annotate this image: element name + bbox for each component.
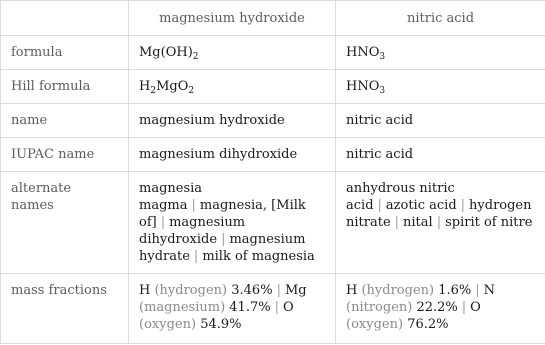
element-name: (hydrogen) bbox=[361, 283, 435, 298]
cell-mg-iupac: magnesium dihydroxide bbox=[129, 138, 336, 172]
alternate-name: magnesia, [Milk of] bbox=[139, 198, 306, 230]
row-label-name: name bbox=[1, 104, 129, 138]
cell-mg-mass-fractions bbox=[129, 274, 336, 344]
mass-fraction-value: 54.9% bbox=[200, 317, 242, 332]
separator: | bbox=[394, 215, 400, 230]
table-row-iupac-name bbox=[1, 138, 545, 172]
corner-cell bbox=[1, 1, 129, 36]
cell-hn-iupac: nitric acid bbox=[336, 138, 545, 172]
cell-mg-alternate-names bbox=[129, 172, 336, 274]
element-symbol: O bbox=[282, 300, 294, 315]
element-name: (hydrogen) bbox=[154, 283, 228, 298]
row-label-iupac-name: IUPAC name bbox=[1, 138, 129, 172]
mass-fraction-value: 76.2% bbox=[407, 317, 449, 332]
formula-subscript: 2 bbox=[192, 52, 199, 62]
table-row-hill-formula bbox=[1, 70, 545, 104]
formula-subscript: 3 bbox=[379, 86, 386, 96]
mass-fraction-value: 22.2% bbox=[416, 300, 458, 315]
table-row-alternate-names bbox=[1, 172, 545, 274]
element-symbol: Mg bbox=[284, 283, 307, 298]
table-row-mass-fractions bbox=[1, 274, 545, 344]
element-symbol: H bbox=[346, 283, 358, 298]
separator: | bbox=[276, 283, 281, 298]
cell-hn-mass-fractions bbox=[336, 274, 545, 344]
separator: | bbox=[221, 232, 226, 247]
mass-fraction-value: 1.6% bbox=[438, 283, 472, 298]
formula-text: Mg(OH) bbox=[139, 45, 193, 60]
element-symbol: O bbox=[470, 300, 481, 315]
column-header-nitric-acid: nitric acid bbox=[336, 1, 545, 36]
element-name: (magnesium) bbox=[139, 300, 226, 315]
formula-subscript: 2 bbox=[150, 86, 157, 96]
cell-hn-name: nitric acid bbox=[336, 104, 545, 138]
separator: | bbox=[160, 215, 166, 230]
cell-hn-formula bbox=[336, 36, 545, 70]
cell-mg-formula bbox=[129, 36, 336, 70]
column-header-magnesium-hydroxide: magnesium hydroxide bbox=[129, 1, 336, 36]
alternate-name: hydrogen nitrate bbox=[346, 198, 532, 230]
alternate-name: azotic acid bbox=[385, 198, 457, 213]
cell-mg-hill bbox=[129, 70, 336, 104]
mass-fraction-value: 3.46% bbox=[231, 283, 273, 298]
row-label-mass-fractions: mass fractions bbox=[1, 274, 129, 344]
element-name: (oxygen) bbox=[346, 317, 404, 332]
separator: | bbox=[274, 300, 279, 315]
formula-subscript: 3 bbox=[379, 52, 386, 62]
element-name: (oxygen) bbox=[139, 317, 197, 332]
element-symbol: H bbox=[139, 283, 151, 298]
alternate-name: magnesia magma bbox=[139, 181, 203, 213]
alternate-name: anhydrous nitric acid bbox=[346, 181, 455, 213]
formula-text: HNO bbox=[346, 79, 380, 94]
table-row-formula bbox=[1, 36, 545, 70]
alternate-name: nital bbox=[403, 215, 433, 230]
element-symbol: N bbox=[483, 283, 496, 298]
alternate-name: magnesium dihydroxide bbox=[139, 215, 246, 247]
cell-hn-alternate-names bbox=[336, 172, 545, 274]
separator: | bbox=[191, 198, 196, 213]
separator: | bbox=[436, 215, 442, 230]
separator: | bbox=[475, 283, 480, 298]
row-label-formula: formula bbox=[1, 36, 129, 70]
separator: | bbox=[377, 198, 382, 213]
row-label-alternate-names: alternate names bbox=[1, 172, 129, 274]
cell-hn-hill bbox=[336, 70, 545, 104]
formula-subscript: 2 bbox=[188, 86, 195, 96]
formula-text: HNO bbox=[346, 45, 380, 60]
row-label-hill-formula: Hill formula bbox=[1, 70, 129, 104]
alternate-name: milk of magnesia bbox=[202, 249, 315, 264]
mass-fraction-value: 41.7% bbox=[229, 300, 271, 315]
table-row-name bbox=[1, 104, 545, 138]
alternate-name: spirit of nitre bbox=[445, 215, 533, 230]
cell-mg-name: magnesium hydroxide bbox=[129, 104, 336, 138]
element-name: (nitrogen) bbox=[346, 300, 413, 315]
header-row bbox=[1, 1, 545, 36]
separator: | bbox=[460, 198, 466, 213]
separator: | bbox=[193, 249, 199, 264]
formula-text: MgO bbox=[156, 79, 189, 94]
formula-text: H bbox=[139, 79, 151, 94]
separator: | bbox=[461, 300, 467, 315]
alternate-name: magnesium hydrate bbox=[139, 232, 306, 264]
